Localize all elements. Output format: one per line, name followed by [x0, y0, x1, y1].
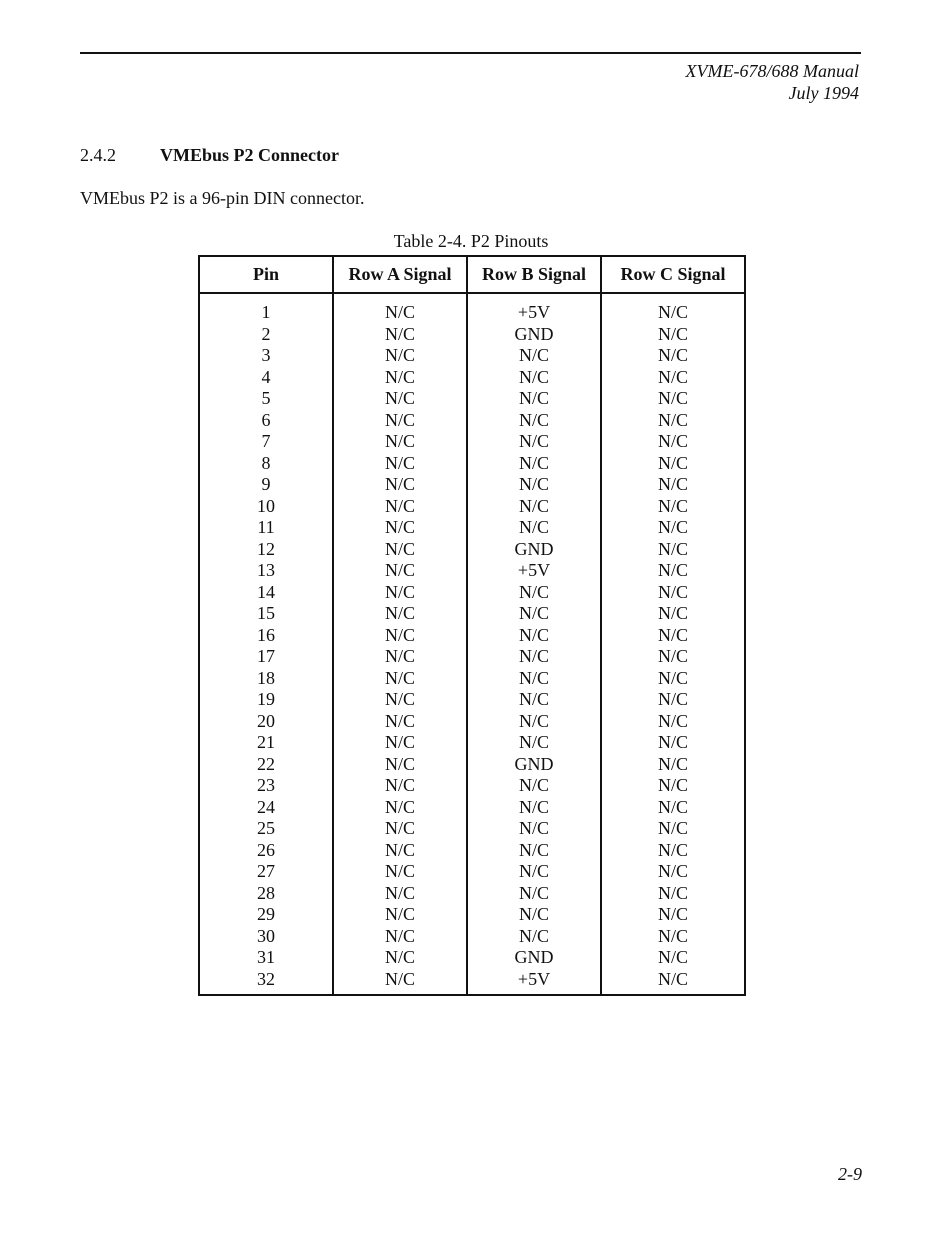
pinout-table-body — [199, 293, 745, 995]
row-c-signal-cell: N/C — [601, 474, 745, 496]
intro-paragraph: VMEbus P2 is a 96-pin DIN connector. — [80, 188, 365, 208]
row-b-signal-cell: N/C — [467, 797, 601, 819]
row-b-signal-cell: N/C — [467, 582, 601, 604]
row-a-signal-cell: N/C — [333, 293, 467, 324]
row-b-signal-cell: N/C — [467, 388, 601, 410]
row-c-signal-cell: N/C — [601, 754, 745, 776]
row-a-signal-cell: N/C — [333, 324, 467, 346]
row-c-signal-cell: N/C — [601, 969, 745, 996]
row-b-signal-cell: GND — [467, 324, 601, 346]
row-a-signal-cell: N/C — [333, 646, 467, 668]
table-row — [199, 410, 745, 432]
row-a-signal-cell: N/C — [333, 947, 467, 969]
row-b-signal-cell: N/C — [467, 668, 601, 690]
table-row — [199, 711, 745, 733]
table-row — [199, 926, 745, 948]
row-c-signal-cell: N/C — [601, 367, 745, 389]
column-header-row-a: Row A Signal — [333, 256, 467, 293]
running-header — [686, 60, 859, 104]
table-row — [199, 689, 745, 711]
row-b-signal-cell: N/C — [467, 861, 601, 883]
row-a-signal-cell: N/C — [333, 410, 467, 432]
pin-cell: 4 — [261, 366, 271, 387]
row-c-signal-cell: N/C — [601, 883, 745, 905]
row-c-signal-cell: N/C — [601, 539, 745, 561]
row-b-signal-cell: N/C — [467, 818, 601, 840]
table-row — [199, 947, 745, 969]
row-b-signal-cell: N/C — [467, 410, 601, 432]
row-a-signal-cell: N/C — [333, 474, 467, 496]
row-a-signal-cell: N/C — [333, 689, 467, 711]
row-b-signal-cell: N/C — [467, 474, 601, 496]
row-c-signal-cell: N/C — [601, 517, 745, 539]
pin-cell: 32 — [257, 968, 275, 989]
row-b-signal-cell: N/C — [467, 646, 601, 668]
table-row — [199, 603, 745, 625]
row-b-signal-cell: GND — [467, 947, 601, 969]
row-b-signal-cell: GND — [467, 539, 601, 561]
column-header-row-b: Row B Signal — [467, 256, 601, 293]
row-c-signal-cell: N/C — [601, 861, 745, 883]
column-header-pin: Pin — [199, 256, 333, 293]
table-row — [199, 345, 745, 367]
row-a-signal-cell: N/C — [333, 754, 467, 776]
row-c-signal-cell: N/C — [601, 410, 745, 432]
table-row — [199, 646, 745, 668]
table-row — [199, 775, 745, 797]
table-header-row — [199, 256, 745, 293]
table-row — [199, 388, 745, 410]
row-a-signal-cell: N/C — [333, 603, 467, 625]
table-row — [199, 431, 745, 453]
pin-cell: 10 — [257, 495, 275, 516]
pin-cell: 17 — [257, 646, 275, 666]
table-row — [199, 883, 745, 905]
manual-date: July 1994 — [788, 83, 859, 103]
table-row — [199, 453, 745, 475]
row-a-signal-cell: N/C — [333, 840, 467, 862]
row-b-signal-cell: N/C — [467, 732, 601, 754]
row-c-signal-cell: N/C — [601, 775, 745, 797]
row-c-signal-cell: N/C — [601, 388, 745, 410]
row-b-signal-cell: N/C — [467, 453, 601, 475]
row-c-signal-cell: N/C — [601, 732, 745, 754]
header-rule — [80, 52, 861, 54]
table-row — [199, 969, 745, 996]
row-a-signal-cell: N/C — [333, 517, 467, 539]
row-b-signal-cell: N/C — [467, 926, 601, 948]
row-b-signal-cell: N/C — [467, 431, 601, 453]
row-a-signal-cell: N/C — [333, 625, 467, 647]
row-a-signal-cell: N/C — [333, 818, 467, 840]
row-c-signal-cell: N/C — [601, 625, 745, 647]
row-c-signal-cell: N/C — [601, 818, 745, 840]
row-c-signal-cell: N/C — [601, 926, 745, 948]
row-c-signal-cell: N/C — [601, 560, 745, 582]
table-row — [199, 732, 745, 754]
pin-cell: 27 — [257, 861, 275, 881]
table-row — [199, 474, 745, 496]
row-c-signal-cell: N/C — [601, 711, 745, 733]
row-a-signal-cell: N/C — [333, 668, 467, 690]
section-number: 2.4.2 — [80, 145, 116, 165]
row-b-signal-cell: N/C — [467, 775, 601, 797]
pin-cell: 26 — [257, 839, 275, 860]
page-number: 2-9 — [838, 1164, 862, 1184]
pin-cell: 11 — [257, 517, 275, 537]
pin-cell: 23 — [257, 775, 275, 795]
pin-cell: 2 — [261, 323, 271, 344]
table-row — [199, 668, 745, 690]
row-b-signal-cell: N/C — [467, 367, 601, 389]
pin-cell: 13 — [257, 560, 275, 580]
pin-cell: 25 — [257, 818, 275, 838]
pin-cell: 30 — [257, 925, 275, 946]
row-c-signal-cell: N/C — [601, 431, 745, 453]
section-title: VMEbus P2 Connector — [160, 145, 339, 165]
table-row — [199, 539, 745, 561]
row-c-signal-cell: N/C — [601, 345, 745, 367]
pinout-table — [198, 255, 746, 996]
row-a-signal-cell: N/C — [333, 582, 467, 604]
row-c-signal-cell: N/C — [601, 668, 745, 690]
row-c-signal-cell: N/C — [601, 797, 745, 819]
row-c-signal-cell: N/C — [601, 582, 745, 604]
table-row — [199, 625, 745, 647]
row-b-signal-cell: N/C — [467, 345, 601, 367]
row-c-signal-cell: N/C — [601, 646, 745, 668]
pin-cell: 1 — [261, 302, 271, 322]
row-c-signal-cell: N/C — [601, 904, 745, 926]
pin-cell: 31 — [257, 947, 275, 967]
pin-cell: 8 — [261, 452, 271, 473]
pin-cell: 6 — [261, 409, 271, 430]
row-c-signal-cell: N/C — [601, 689, 745, 711]
row-c-signal-cell: N/C — [601, 840, 745, 862]
row-a-signal-cell: N/C — [333, 711, 467, 733]
pin-cell: 9 — [261, 474, 271, 494]
pin-cell: 28 — [257, 882, 275, 903]
pin-cell: 19 — [257, 689, 275, 709]
section-heading — [80, 144, 339, 166]
row-b-signal-cell: N/C — [467, 625, 601, 647]
row-b-signal-cell: N/C — [467, 840, 601, 862]
pin-cell: 3 — [261, 345, 271, 365]
pin-cell: 22 — [257, 753, 275, 774]
row-b-signal-cell: +5V — [467, 969, 601, 996]
row-a-signal-cell: N/C — [333, 775, 467, 797]
row-a-signal-cell: N/C — [333, 431, 467, 453]
pin-cell: 24 — [257, 796, 275, 817]
row-a-signal-cell: N/C — [333, 453, 467, 475]
row-b-signal-cell: GND — [467, 754, 601, 776]
row-a-signal-cell: N/C — [333, 367, 467, 389]
row-b-signal-cell: N/C — [467, 603, 601, 625]
table-row — [199, 496, 745, 518]
row-c-signal-cell: N/C — [601, 324, 745, 346]
row-c-signal-cell: N/C — [601, 453, 745, 475]
row-c-signal-cell: N/C — [601, 947, 745, 969]
table-row — [199, 904, 745, 926]
table-row — [199, 861, 745, 883]
row-b-signal-cell: +5V — [467, 560, 601, 582]
table-row — [199, 582, 745, 604]
row-b-signal-cell: +5V — [467, 293, 601, 324]
table-row — [199, 797, 745, 819]
row-a-signal-cell: N/C — [333, 926, 467, 948]
row-b-signal-cell: N/C — [467, 517, 601, 539]
table-row — [199, 560, 745, 582]
pin-cell: 20 — [257, 710, 275, 731]
row-a-signal-cell: N/C — [333, 560, 467, 582]
pin-cell: 14 — [257, 581, 275, 602]
row-a-signal-cell: N/C — [333, 969, 467, 996]
row-a-signal-cell: N/C — [333, 732, 467, 754]
table-row — [199, 324, 745, 346]
row-c-signal-cell: N/C — [601, 496, 745, 518]
row-a-signal-cell: N/C — [333, 797, 467, 819]
pin-cell: 29 — [257, 904, 275, 924]
table-row — [199, 754, 745, 776]
row-a-signal-cell: N/C — [333, 883, 467, 905]
row-a-signal-cell: N/C — [333, 904, 467, 926]
row-b-signal-cell: N/C — [467, 883, 601, 905]
row-a-signal-cell: N/C — [333, 539, 467, 561]
row-b-signal-cell: N/C — [467, 689, 601, 711]
row-a-signal-cell: N/C — [333, 861, 467, 883]
table-row — [199, 840, 745, 862]
row-a-signal-cell: N/C — [333, 496, 467, 518]
row-a-signal-cell: N/C — [333, 388, 467, 410]
row-a-signal-cell: N/C — [333, 345, 467, 367]
pin-cell: 7 — [261, 431, 271, 451]
pin-cell: 18 — [257, 667, 275, 688]
table-row — [199, 517, 745, 539]
column-header-row-c: Row C Signal — [601, 256, 745, 293]
row-b-signal-cell: N/C — [467, 904, 601, 926]
manual-title: XVME-678/688 Manual — [685, 61, 859, 81]
pin-cell: 16 — [257, 624, 275, 645]
pin-cell: 15 — [257, 603, 275, 623]
pin-cell: 21 — [257, 732, 275, 752]
pin-cell: 12 — [257, 538, 275, 559]
table-row — [199, 367, 745, 389]
row-b-signal-cell: N/C — [467, 711, 601, 733]
table-row — [199, 293, 745, 324]
row-c-signal-cell: N/C — [601, 603, 745, 625]
table-caption: Table 2-4. P2 Pinouts — [393, 231, 549, 251]
row-c-signal-cell: N/C — [601, 293, 745, 324]
row-b-signal-cell: N/C — [467, 496, 601, 518]
table-row — [199, 818, 745, 840]
pin-cell: 5 — [261, 388, 271, 408]
